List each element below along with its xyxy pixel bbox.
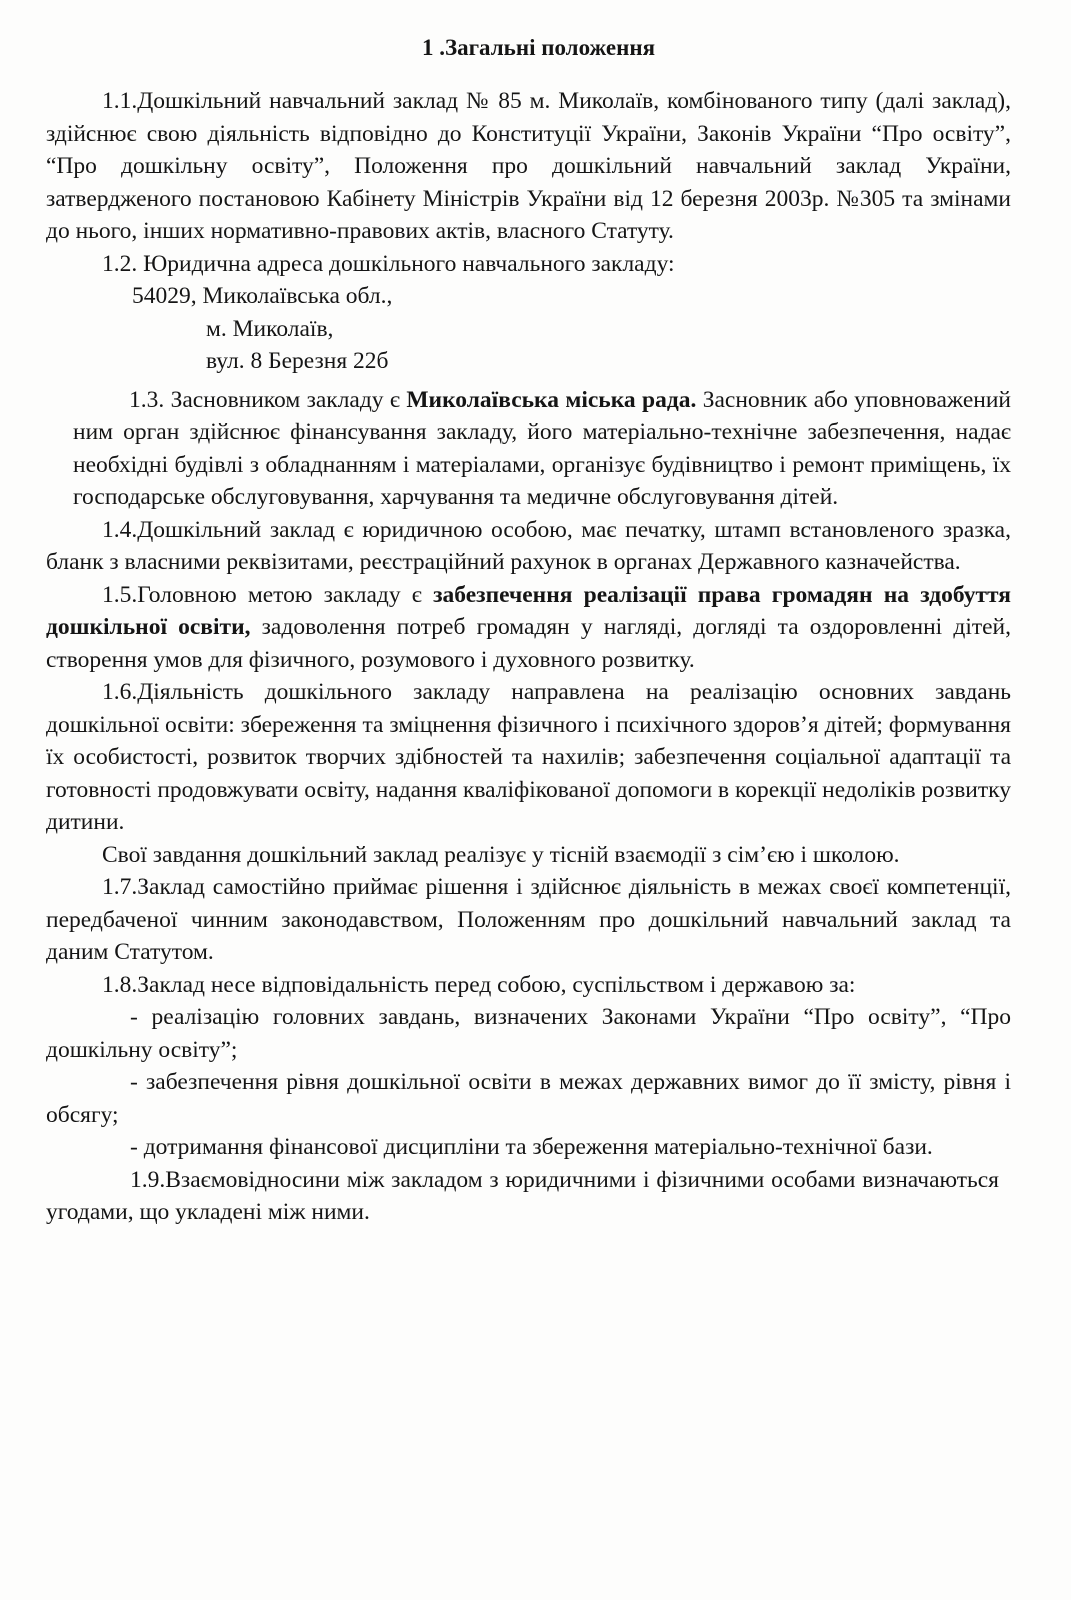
paragraph-1-1: 1.1.Дошкільний навчальний заклад № 85 м. Миколаїв, комбінованого типу (далі заклад), здійснює свою діяльність відповідно до Конституції України, Законів України “Про освіту”, “Про дошкільну освіту”, Положення про дошкільний навчальний заклад України, затвердженого постановою Кабінету Міністрів України від 12 березня 2003р. №305 та змінами до нього, інших нормативно-правових актів, власного Статуту. — [46, 88, 1011, 244]
paragraph-1-3-founder: Миколаївська міська рада. — [406, 386, 697, 413]
paragraph-1-4: 1.4.Дошкільний заклад є юридичною особою, має печатку, штамп встановленого зразка, бланк з власними реквізитами, реєстраційний рахунок в органах Державного казначейства. — [46, 516, 1011, 575]
paragraph-1-6: 1.6.Діяльність дошкільного закладу направлена на реалізацію основних завдань дошкільної освіти: збереження та зміцнення фізичного і психічного здоров’я дітей; формування їх особистості, розвиток творчих здібностей та нахилів; забезпечення соціальної адаптації та готовності продовжувати освіту, надання кваліфікованої допомоги в корекції недоліків розвитку дитини. — [46, 679, 1011, 835]
address-line-3: вул. 8 Березня 22б — [206, 348, 389, 374]
address-line-1: 54029, Миколаївська обл., — [132, 283, 393, 309]
paragraph-1-8: 1.8.Заклад несе відповідальність перед собою, суспільством і державою за: — [102, 971, 856, 998]
paragraph-1-6-continued: Свої завдання дошкільний заклад реалізує у тісній взаємодії з сім’єю і школою. — [102, 841, 900, 868]
paragraph-1-2: 1.2. Юридична адреса дошкільного навчального закладу: — [102, 250, 675, 277]
paragraph-1-9: 1.9.Взаємовідносини між закладом з юридичними і фізичними особами визначаються угодами, що укладені між ними. — [46, 1166, 999, 1225]
responsibility-item-3: - дотримання фінансової дисципліни та збереження матеріально-технічної бази. — [130, 1134, 933, 1160]
paragraph-1-5-goal: забезпечення реалізації права громадян на здобуття дошкільної освіти, — [46, 581, 1011, 640]
address-line-2: м. Миколаїв, — [206, 315, 334, 342]
paragraph-1-3 — [46, 384, 1011, 514]
responsibility-item-1: - реалізацію головних завдань, визначених Законами України “Про освіту”, “Про дошкільну освіту”; — [46, 1004, 1011, 1063]
paragraph-1-3-rest: Засновник або уповноважений ним орган здійснює фінансування закладу, його матеріально-технічне забезпечення, надає необхідні будівлі з обладнанням і матеріалами, організує будівництво і ремонт приміщень, їх господарське обслуговування, харчування та медичне обслуговування дітей. — [73, 386, 1011, 510]
paragraph-1-5-rest: задоволення потреб громадян у нагляді, догляді та оздоровленні дітей, створення умов для фізичного, розумового і духовного розвитку. — [46, 614, 1011, 673]
section-title: 1 .Загальні положення — [421, 35, 656, 60]
paragraph-1-5 — [46, 579, 1011, 677]
paragraph-1-5-lead: 1.5.Головною метою закладу є — [102, 581, 434, 608]
paragraph-1-3-lead: 1.3. Засновником закладу є — [129, 386, 407, 413]
responsibility-item-2: - забезпечення рівня дошкільної освіти в межах державних вимог до її змісту, рівня і обсягу; — [46, 1069, 1011, 1128]
paragraph-1-7: 1.7.Заклад самостійно приймає рішення і здійснює діяльність в межах своєї компетенції, передбаченої чинним законодавством, Положенням про дошкільний навчальний заклад та даним Статутом. — [46, 874, 1011, 965]
